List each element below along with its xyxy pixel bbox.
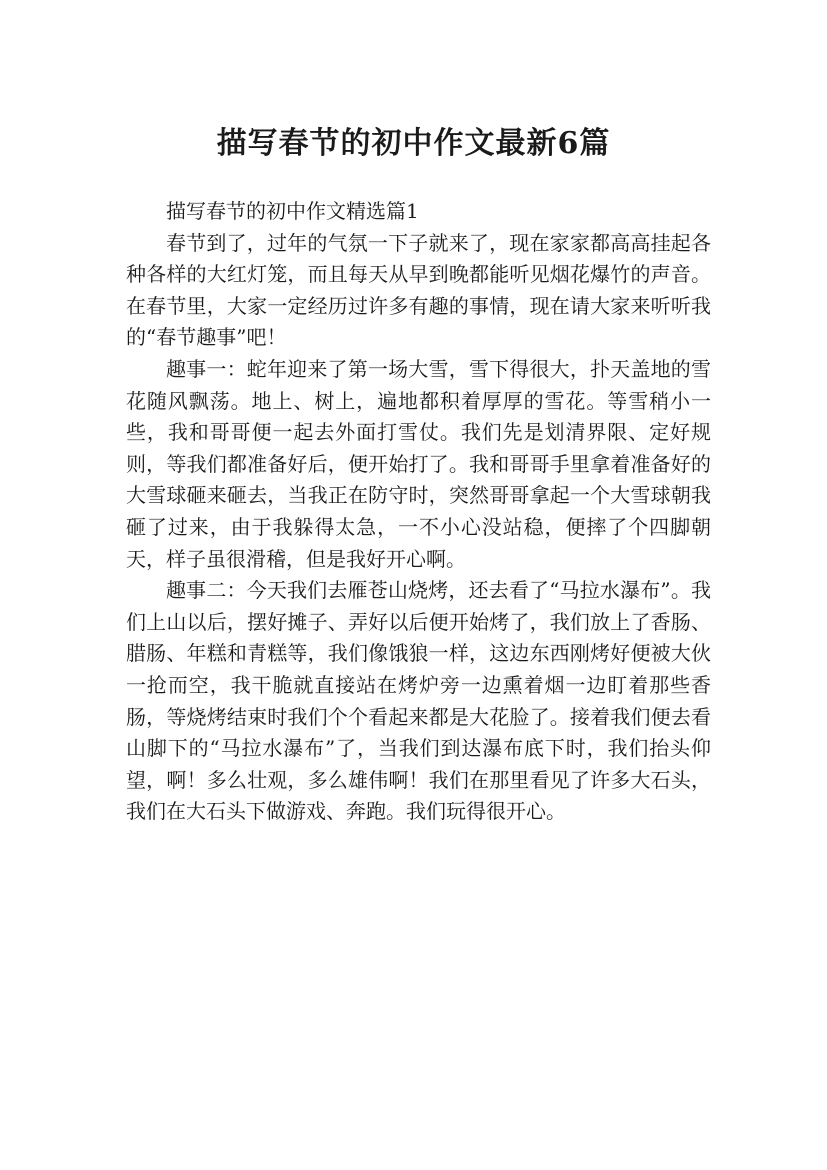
document-title: 描写春节的初中作文最新6篇	[216, 126, 611, 162]
section-heading: 描写春节的初中作文精选篇1	[166, 199, 419, 223]
paragraph-anecdote-2: 趣事二：今天我们去雁苍山烧烤，还去看了“马拉水瀑布”。我们上山以后，摆好摊子、弄好以后便开始烤了，我们放上了香肠、腊肠、年糕和青糕等，我们像饿狼一样，这边东西刚烤好便被大伙一抢而空，我干脆就直接站在烤炉旁一边熏着烟一边盯着那些香肠，等烧烤结束时我们个个看起来都是大花脸了。接着我们便去看山脚下的“马拉水瀑布”了，当我们到达瀑布底下时，我们抬头仰望，啊！多么壮观，多么雄伟啊！我们在那里看见了许多大石头，我们在大石头下做游戏、奔跑。我们玩得很开心。	[126, 578, 711, 824]
document-body	[126, 196, 711, 828]
paragraph-intro: 春节到了，过年的气氛一下子就来了，现在家家都高高挂起各种各样的大红灯笼，而且每天从早到晚都能听见烟花爆竹的声音。在春节里，大家一定经历过许多有趣的事情，现在请大家来听听我的“春节趣事”吧！	[126, 230, 711, 350]
paragraph-anecdote-1: 趣事一：蛇年迎来了第一场大雪，雪下得很大，扑天盖地的雪花随风飘荡。地上、树上，遍地都积着厚厚的雪花。等雪稍小一些，我和哥哥便一起去外面打雪仗。我们先是划清界限、定好规则，等我们都准备好后，便开始打了。我和哥哥手里拿着准备好的大雪球砸来砸去，当我正在防守时，突然哥哥拿起一个大雪球朝我砸了过来，由于我躲得太急，一不小心没站稳，便摔了个四脚朝天，样子虽很滑稽，但是我好开心啊。	[126, 356, 711, 571]
